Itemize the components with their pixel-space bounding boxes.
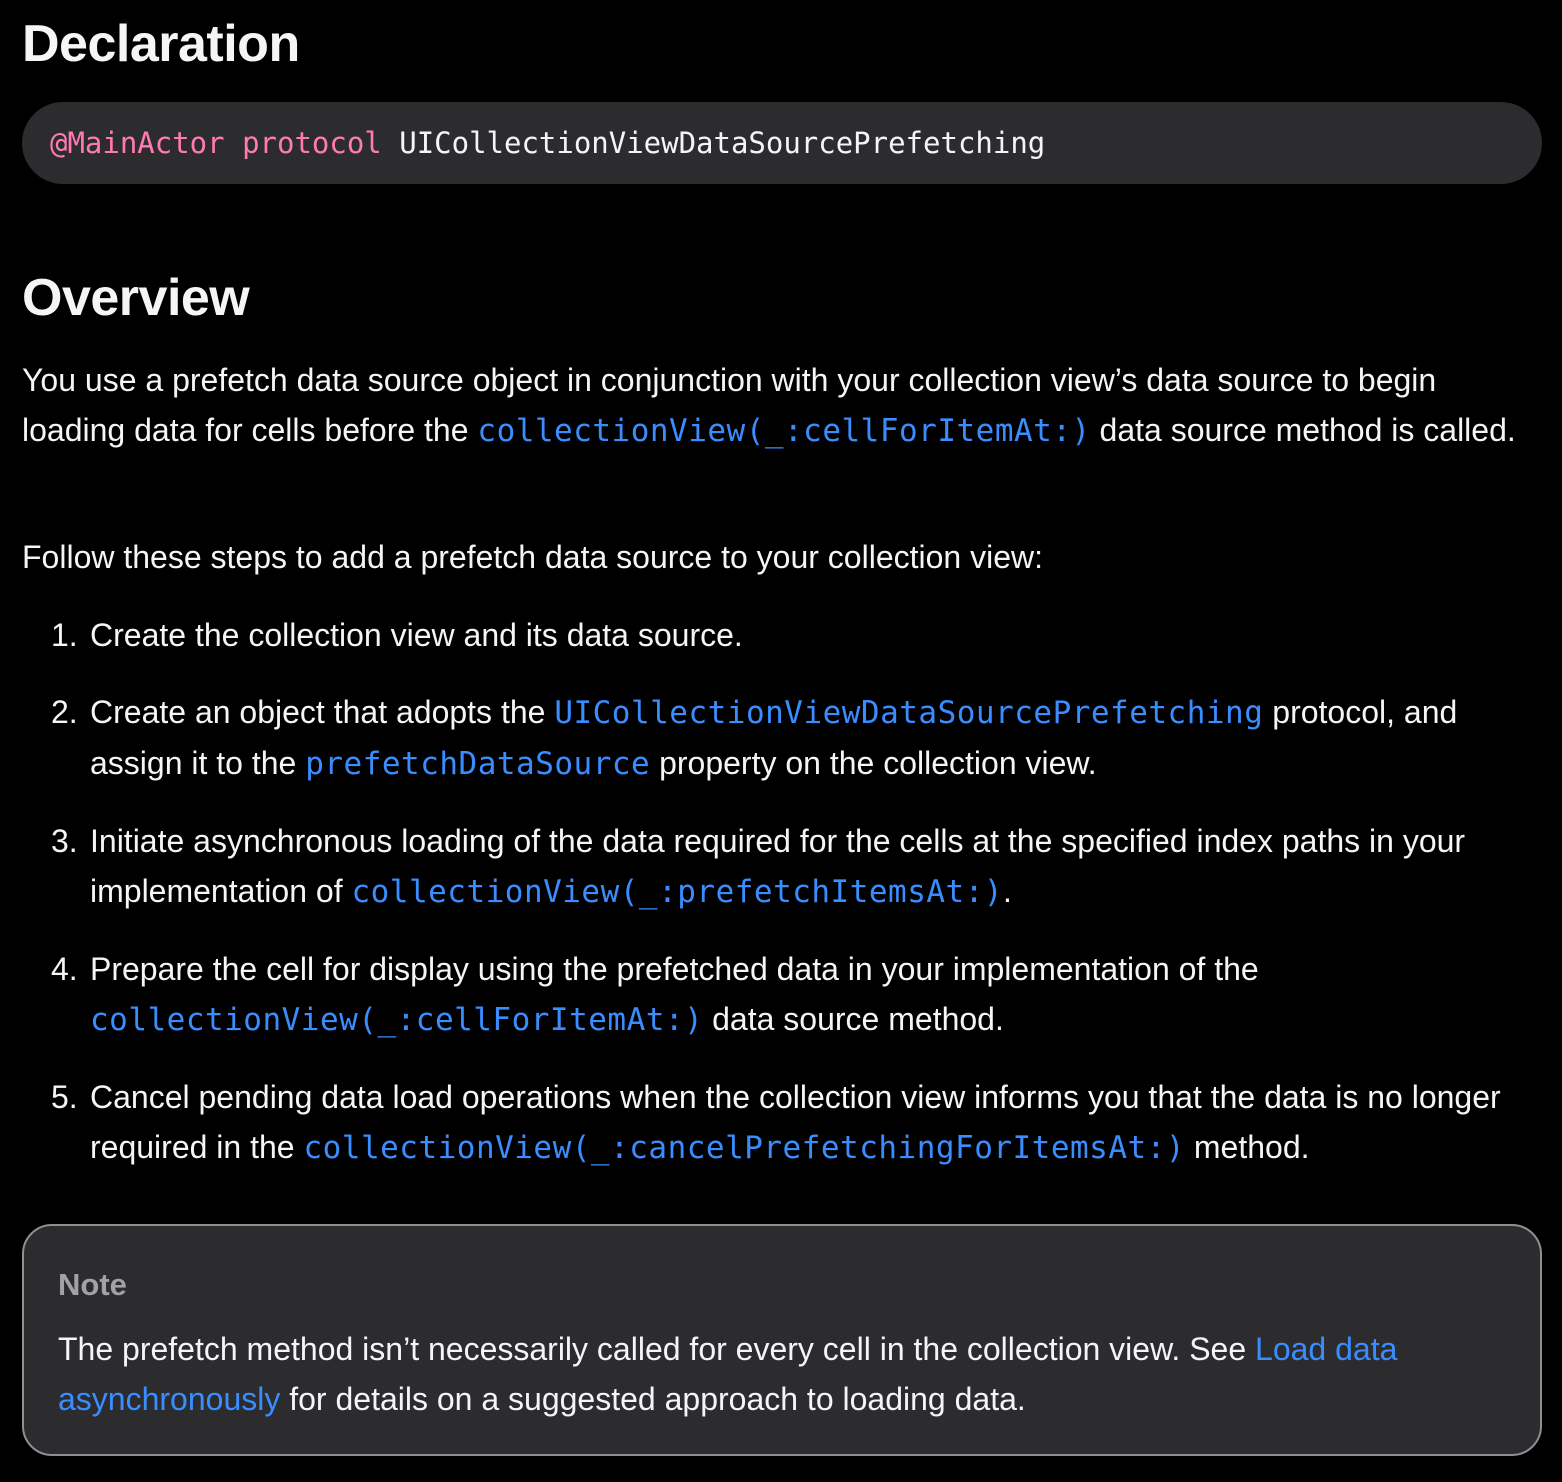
- step-text-after: property on the collection view.: [650, 745, 1097, 781]
- step-number: 1.: [51, 617, 78, 653]
- link-prefetching-protocol[interactable]: UICollectionViewDataSourcePrefetching: [554, 695, 1264, 731]
- list-item: [22, 944, 1542, 1045]
- step-text-before: Cancel pending data load operations when the collection view informs you that the data is no longer required in the: [90, 1079, 1501, 1165]
- list-item: [22, 816, 1542, 917]
- declaration-type-name: UICollectionViewDataSourcePrefetching: [399, 126, 1046, 160]
- list-item: [22, 687, 1542, 789]
- step-text-before: Create an object that adopts the: [90, 694, 555, 730]
- declaration-attribute: @MainActor: [50, 126, 225, 160]
- overview-paragraph-2: Follow these steps to add a prefetch data source to your collection view:: [22, 539, 1043, 575]
- overview-paragraph-1-text-before: You use a prefetch data source object in conjunction with your collection view’s data source to begin loading data for cells before the: [22, 362, 1437, 448]
- list-item: [22, 1072, 1542, 1173]
- step-text-after: data source method.: [703, 1001, 1004, 1037]
- step-number: 4.: [51, 951, 78, 987]
- link-cell-for-item-at[interactable]: collectionView(_:cellForItemAt:): [90, 1002, 704, 1038]
- step-text-after: method.: [1185, 1129, 1310, 1165]
- declaration-code-block: [22, 102, 1542, 184]
- link-load-data-asynchronously[interactable]: Load data asynchronously: [58, 1331, 1398, 1417]
- steps-list: [22, 610, 1542, 1200]
- step-text-after: .: [1003, 873, 1012, 909]
- step-text-middle: protocol, and assign it to the: [90, 694, 1458, 781]
- note-text-after: for details on a suggested approach to loading data.: [280, 1381, 1026, 1417]
- note-body: [58, 1324, 1506, 1424]
- overview-heading: Overview: [22, 269, 250, 327]
- overview-paragraph-1-text-after: data source method is called.: [1090, 412, 1516, 448]
- step-text-before: Initiate asynchronous loading of the data required for the cells at the specified index paths in your implementation of: [90, 823, 1466, 909]
- link-prefetch-items-at[interactable]: collectionView(_:prefetchItemsAt:): [351, 874, 1004, 910]
- step-text-before: Prepare the cell for display using the prefetched data in your implementation of the: [90, 951, 1259, 987]
- note-text-before: The prefetch method isn’t necessarily called for every cell in the collection view. See: [58, 1331, 1256, 1367]
- list-item: [22, 610, 1542, 660]
- link-prefetch-data-source[interactable]: prefetchDataSource: [305, 746, 651, 782]
- note-title: Note: [58, 1267, 127, 1302]
- step-text: Create the collection view and its data source.: [90, 617, 743, 653]
- declaration-keyword: protocol: [242, 126, 382, 160]
- note-callout: [22, 1224, 1542, 1456]
- link-cell-for-item-at[interactable]: collectionView(_:cellForItemAt:): [477, 413, 1091, 449]
- declaration-heading: Declaration: [22, 15, 300, 73]
- overview-paragraph-1: [22, 355, 1542, 456]
- link-cancel-prefetching-for-items-at[interactable]: collectionView(_:cancelPrefetchingForItemsAt:): [303, 1130, 1185, 1166]
- step-number: 2.: [51, 694, 78, 730]
- step-number: 5.: [51, 1079, 78, 1115]
- step-number: 3.: [51, 823, 78, 859]
